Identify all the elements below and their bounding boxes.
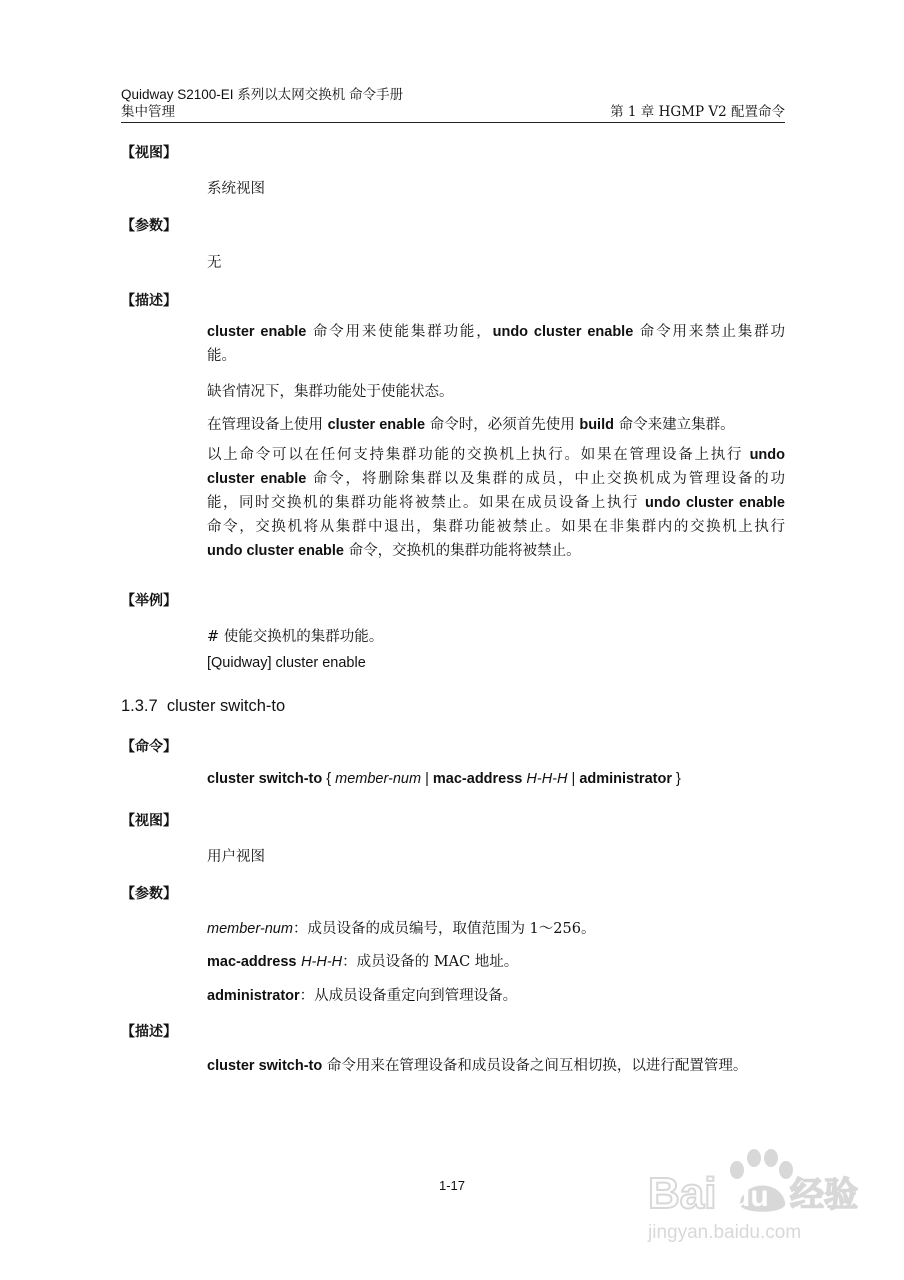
page-number: 1-17 bbox=[438, 1178, 466, 1193]
description-paragraph-3 bbox=[207, 413, 735, 434]
section-label-command: 【命令】 bbox=[121, 739, 177, 755]
text: 命令来建立集群。 bbox=[613, 417, 735, 433]
text: 命令用来禁止集群功 bbox=[633, 324, 785, 340]
header-section: 集中管理 bbox=[121, 104, 175, 120]
subsection-heading bbox=[121, 697, 285, 716]
section-label-params-2: 【参数】 bbox=[121, 886, 177, 902]
text: 命令用来使能集群功能， bbox=[306, 324, 493, 340]
section-label-view-2: 【视图】 bbox=[121, 813, 177, 829]
cmd-keyword: undo cluster enable bbox=[207, 543, 344, 559]
section-label-example: 【举例】 bbox=[121, 593, 177, 609]
text: 命令，将删除集群以及集群的成员，中止交换机成为管理设备的功 bbox=[306, 471, 786, 487]
cmd-keyword: cluster switch-to bbox=[207, 1058, 323, 1074]
cmd-variable: member-num bbox=[335, 771, 422, 787]
svg-text:Bai: Bai bbox=[648, 1169, 717, 1218]
cmd-keyword: undo cluster enable bbox=[492, 324, 634, 340]
cmd-keyword: mac-address bbox=[432, 771, 523, 787]
example-comment: # 使能交换机的集群功能。 bbox=[207, 629, 384, 645]
description-paragraph-1 bbox=[207, 320, 785, 368]
cmd-keyword: cluster enable bbox=[207, 471, 307, 487]
cmd-keyword: administrator bbox=[579, 771, 672, 787]
cmd-keyword: cluster switch-to bbox=[207, 771, 323, 787]
example-code: [Quidway] cluster enable bbox=[207, 655, 366, 671]
text: 以上命令可以在任何支持集群功能的交换机上执行。如果在管理设备上执行 bbox=[207, 447, 750, 463]
header-title: Quidway S2100-EI 系列以太网交换机 命令手册 bbox=[121, 87, 404, 102]
cmd-keyword: build bbox=[579, 417, 614, 433]
subsection-title: cluster switch-to bbox=[166, 697, 286, 715]
section-label-description-2: 【描述】 bbox=[121, 1024, 177, 1040]
text: ：成员设备的成员编号，取值范围为 1～256。 bbox=[292, 921, 596, 937]
svg-text:jingyan.baidu.com: jingyan.baidu.com bbox=[648, 1222, 802, 1243]
param-member-num bbox=[207, 917, 595, 938]
command-syntax bbox=[207, 771, 681, 787]
cmd-keyword: undo cluster enable bbox=[645, 495, 785, 511]
text: } bbox=[671, 771, 681, 787]
text: ：成员设备的 MAC 地址。 bbox=[342, 954, 519, 970]
description-2-text bbox=[207, 1054, 747, 1075]
section-label-description: 【描述】 bbox=[121, 293, 177, 309]
subsection-number: 1.3.7 bbox=[121, 697, 158, 715]
svg-text:经验: 经验 bbox=[790, 1175, 858, 1215]
baidu-watermark-logo bbox=[640, 1140, 890, 1270]
text: 命令，交换机的集群功能将被禁止。 bbox=[343, 543, 581, 559]
param-mac-address bbox=[207, 950, 518, 971]
cmd-variable: H-H-H bbox=[526, 771, 568, 787]
text: 命令，交换机将从集群中退出，集群功能被禁止。如果在非集群内的交换机上执行 bbox=[207, 519, 785, 535]
text: 能，同时交换机的集群功能将被禁止。如果在成员设备上执行 bbox=[207, 495, 646, 511]
text: 命令用来在管理设备和成员设备之间互相切换，以进行配置管理。 bbox=[322, 1058, 748, 1074]
description-paragraph-4 bbox=[207, 443, 785, 563]
cmd-keyword: mac-address bbox=[207, 954, 297, 970]
cmd-keyword: undo bbox=[749, 447, 785, 463]
cmd-keyword: administrator bbox=[207, 988, 300, 1004]
section-label-view: 【视图】 bbox=[121, 145, 177, 161]
cmd-variable: H-H-H bbox=[301, 954, 343, 970]
params-text: 无 bbox=[207, 255, 222, 271]
cmd-keyword: cluster enable bbox=[327, 417, 426, 433]
text: 命令时，必须首先使用 bbox=[425, 417, 580, 433]
header-chapter: 第 1 章 HGMP V2 配置命令 bbox=[610, 104, 785, 120]
cmd-variable: member-num bbox=[207, 921, 293, 937]
section-label-params: 【参数】 bbox=[121, 218, 177, 234]
cmd-keyword: cluster enable bbox=[207, 324, 307, 340]
header-rule bbox=[121, 122, 785, 123]
text: { bbox=[322, 771, 336, 787]
view-text-2: 用户视图 bbox=[207, 849, 265, 865]
param-administrator bbox=[207, 984, 517, 1005]
description-paragraph-2: 缺省情况下，集群功能处于使能状态。 bbox=[207, 384, 454, 400]
text: | bbox=[421, 771, 433, 787]
text: ：从成员设备重定向到管理设备。 bbox=[299, 988, 518, 1004]
text: | bbox=[567, 771, 580, 787]
svg-text:du: du bbox=[732, 1180, 769, 1213]
text: 在管理设备上使用 bbox=[207, 417, 328, 433]
text: 能。 bbox=[207, 348, 236, 364]
view-text: 系统视图 bbox=[207, 181, 265, 197]
